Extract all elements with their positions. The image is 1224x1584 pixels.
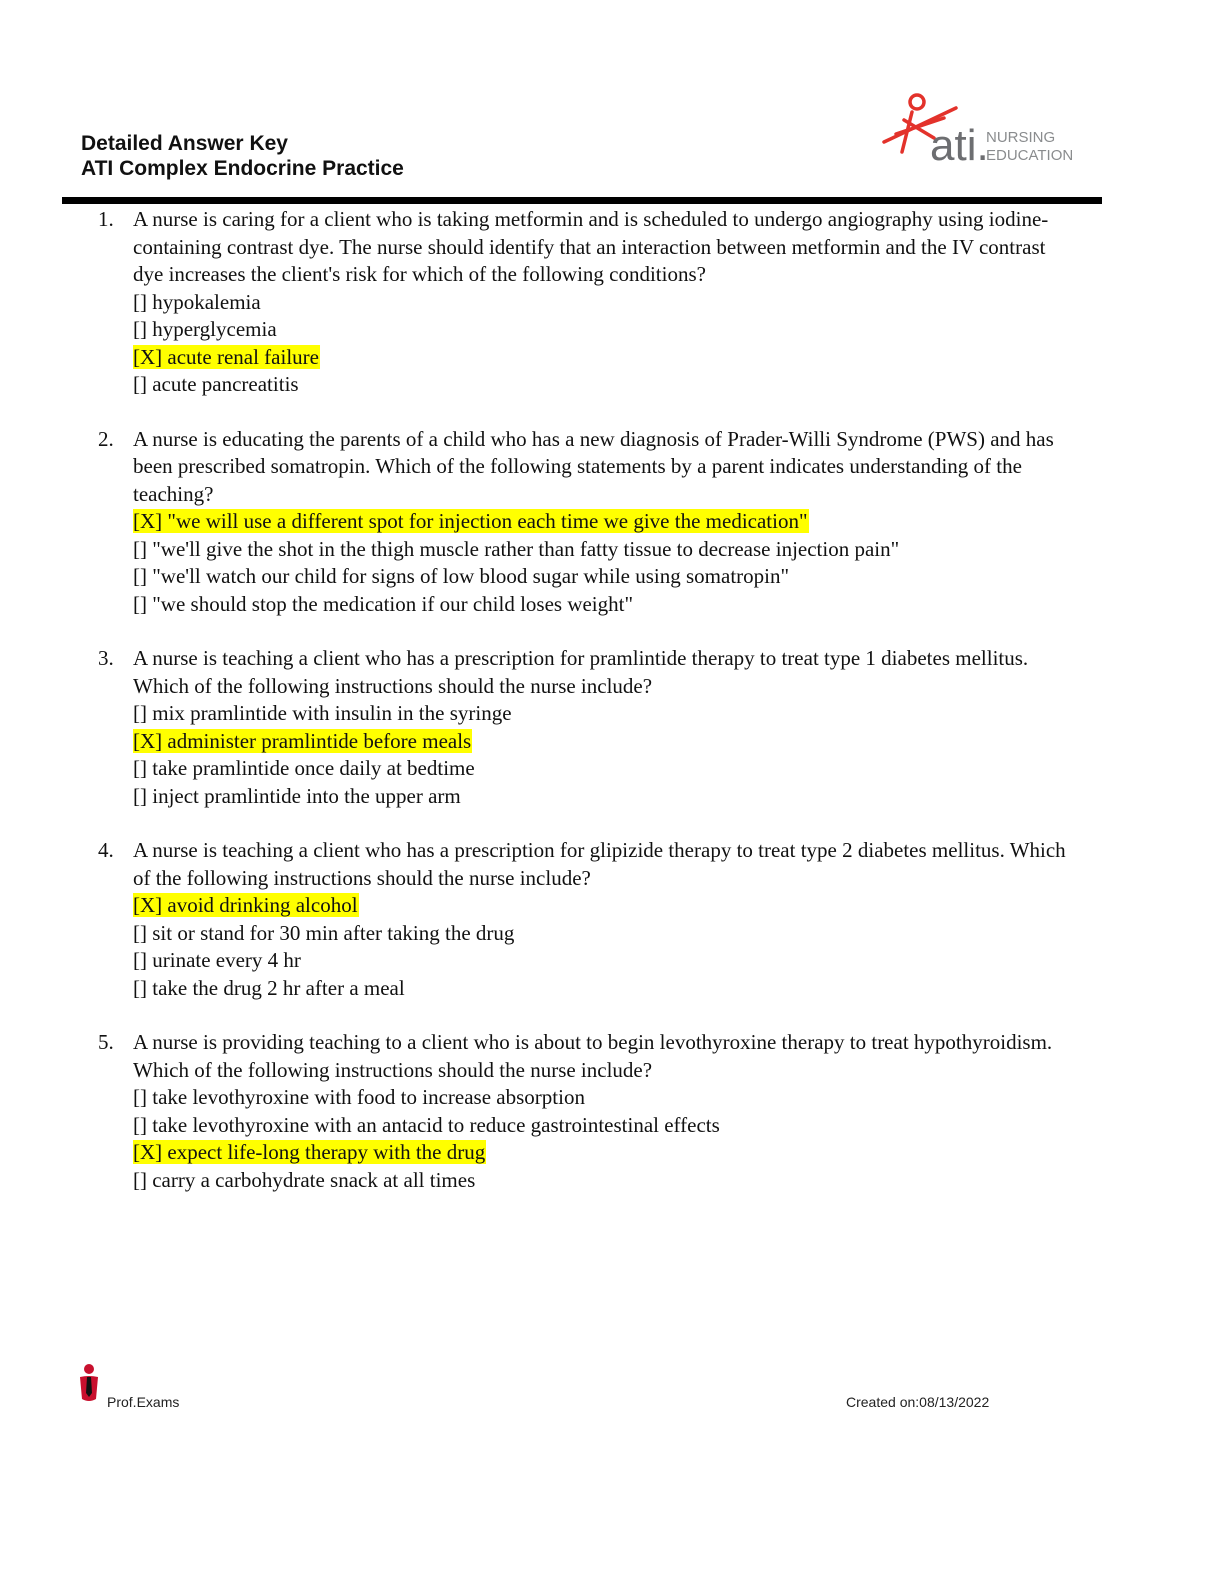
logo-mark: ati. xyxy=(930,121,989,170)
answer-option-correct: [X] expect life-long therapy with the drug xyxy=(133,1140,486,1164)
answer-option: [] "we should stop the medication if our child loses weight" xyxy=(133,591,634,616)
answer-option: [] hypokalemia xyxy=(133,289,261,314)
answer-option-correct: [X] administer pramlintide before meals xyxy=(133,728,472,753)
question-list xyxy=(0,206,1224,1221)
answer-option: [] inject pramlintide into the upper arm xyxy=(133,783,461,808)
logo-word-1: NURSING xyxy=(986,129,1056,146)
answer-option: [] take levothyroxine with an antacid to reduce gastrointestinal effects xyxy=(133,1112,720,1137)
person-tie-icon xyxy=(76,1363,102,1403)
answer-option: [] take levothyroxine with food to increase absorption xyxy=(133,1085,585,1109)
answer-option-correct: [X] acute renal failure xyxy=(133,344,319,369)
answer-option: [] mix pramlintide with insulin in the syringe xyxy=(133,701,512,725)
question-stem: A nurse is providing teaching to a client who is about to begin levothyroxine therapy to treat hypothyroidism. Which of the following instructions should the nurse include? xyxy=(133,1030,1053,1082)
question-number: 5. xyxy=(98,1030,114,1054)
question-item xyxy=(0,1029,1224,1194)
answer-option: [] "we'll watch our child for signs of low blood sugar while using somatropin" xyxy=(133,564,790,588)
question-stem: A nurse is educating the parents of a child who has a new diagnosis of Prader-Willi Syndrome (PWS) and has been prescribed somatropin. Which of the following statements by a parent indicates understanding of the teaching? xyxy=(133,426,1054,506)
question-number: 3. xyxy=(98,646,114,670)
header-divider xyxy=(62,197,1102,204)
footer-created-date: Created on:08/13/2022 xyxy=(846,1394,990,1410)
question-stem: A nurse is caring for a client who is taking metformin and is scheduled to undergo angiography using iodine-containing contrast dye. The nurse should identify that an interaction between metformin and the IV contrast dye increases the client's risk for which of the following conditions? xyxy=(133,207,1049,286)
answer-option: [] sit or stand for 30 min after taking the drug xyxy=(133,920,515,945)
question-item xyxy=(0,645,1224,810)
question-item xyxy=(0,206,1224,399)
answer-option: [] acute pancreatitis xyxy=(133,372,299,396)
question-number: 4. xyxy=(98,838,114,862)
document-title xyxy=(81,131,404,181)
answer-option: [] take the drug 2 hr after a meal xyxy=(133,975,405,1000)
answer-option-correct: [X] avoid drinking alcohol xyxy=(133,893,358,917)
logo-word-2: EDUCATION xyxy=(986,147,1074,164)
question-item xyxy=(0,837,1224,1002)
answer-option: [] take pramlintide once daily at bedtime xyxy=(133,756,475,780)
answer-option: [] "we'll give the shot in the thigh muscle rather than fatty tissue to decrease injection pain" xyxy=(133,536,900,561)
footer-brand: Prof.Exams xyxy=(107,1394,180,1410)
answer-option: [] urinate every 4 hr xyxy=(133,948,301,972)
question-stem: A nurse is teaching a client who has a prescription for glipizide therapy to treat type 2 diabetes mellitus. Which of the following instructions should the nurse include? xyxy=(133,838,1066,890)
question-stem: A nurse is teaching a client who has a prescription for pramlintide therapy to treat type 1 diabetes mellitus. Which of the following instructions should the nurse include? xyxy=(133,646,1029,698)
ati-logo xyxy=(874,90,1074,170)
question-item xyxy=(0,426,1224,619)
answer-option: [] carry a carbohydrate snack at all times xyxy=(133,1167,476,1192)
nurse-figure-icon xyxy=(874,90,1074,170)
answer-option-correct: [X] "we will use a different spot for injection each time we give the medication" xyxy=(133,509,808,533)
title-line-1: Detailed Answer Key xyxy=(81,132,288,155)
question-number: 1. xyxy=(98,207,114,231)
answer-option: [] hyperglycemia xyxy=(133,317,277,341)
title-line-2: ATI Complex Endocrine Practice xyxy=(81,157,404,180)
question-number: 2. xyxy=(98,426,114,451)
